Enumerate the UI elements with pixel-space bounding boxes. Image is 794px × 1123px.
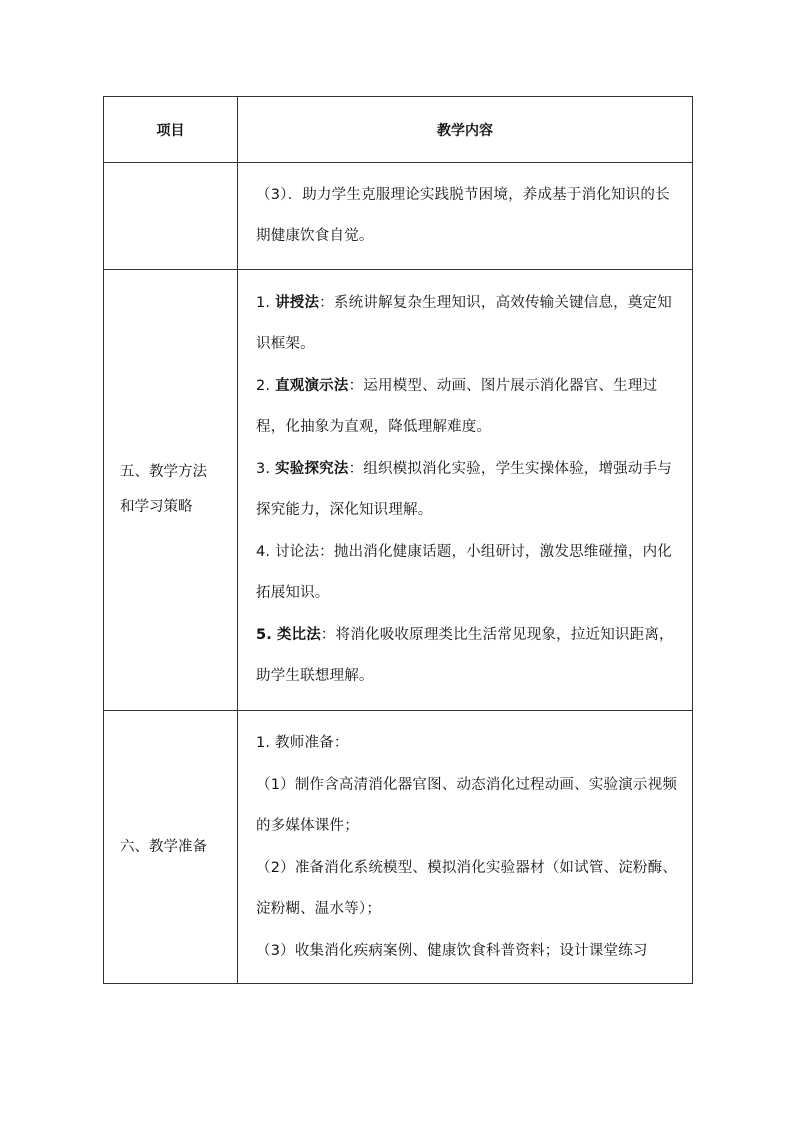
- table-header-row: [104, 97, 693, 163]
- label-line: 五、教学方法: [120, 464, 207, 480]
- method-separator: ：: [320, 627, 336, 643]
- method-item: [256, 366, 678, 448]
- table-row: [104, 163, 693, 270]
- method-name: 讲授法: [275, 295, 320, 311]
- row2-label-cell: [104, 270, 238, 711]
- method-number: 1.: [256, 295, 271, 311]
- paragraph: （1）制作含高清消化器官图、动态消化过程动画、实验演示视频的多媒体课件；: [256, 776, 678, 834]
- table-row: [104, 711, 693, 984]
- method-item: [256, 615, 678, 697]
- paragraph: （3）收集消化疾病案例、健康饮食科普资料；设计课堂练习: [256, 942, 648, 959]
- row1-content-cell: [238, 163, 693, 270]
- method-name: 讨论法: [275, 544, 320, 560]
- method-number: 2.: [256, 378, 271, 394]
- method-separator: ：: [319, 544, 334, 560]
- row1-label-cell: [104, 163, 238, 270]
- method-text: 组织模拟消化实验，学生实操体验，增强动手与探究能力，深化知识理解。: [256, 461, 672, 518]
- paragraph: 1. 教师准备：: [256, 734, 349, 751]
- table-row: [104, 270, 693, 711]
- method-name: 类比法: [276, 627, 321, 643]
- header-item-cell: 项目: [104, 97, 238, 163]
- method-separator: ：: [348, 378, 364, 394]
- method-number: 3.: [256, 461, 271, 477]
- methods-cell: [238, 270, 693, 711]
- label-line: 和学习策略: [120, 499, 193, 515]
- method-separator: ：: [319, 295, 334, 311]
- method-number: 5.: [256, 627, 272, 643]
- paragraph: （3）．助力学生克服理论实践脱节困境，养成基于消化知识的长期健康饮食自觉。: [256, 187, 670, 244]
- method-separator: ：: [348, 461, 364, 477]
- method-item: [256, 532, 678, 614]
- method-text: 运用模型、动画、图片展示消化器官、生理过程，化抽象为直观，降低理解难度。: [256, 378, 658, 435]
- method-item: [256, 449, 678, 531]
- method-text: 抛出消化健康话题，小组研讨，激发思维碰撞，内化拓展知识。: [256, 544, 672, 601]
- header-content-cell: 教学内容: [238, 97, 693, 163]
- method-number: 4.: [256, 544, 271, 560]
- method-item: [256, 283, 678, 365]
- method-name: 直观演示法: [275, 378, 349, 394]
- content-table: [103, 96, 693, 984]
- method-text: 系统讲解复杂生理知识，高效传输关键信息，奠定知识框架。: [256, 295, 672, 352]
- row3-label-cell: 六、教学准备: [104, 711, 238, 984]
- paragraph: （2）准备消化系统模型、模拟消化实验器材（如试管、淀粉酶、淀粉糊、温水等）；: [256, 859, 678, 917]
- method-text: 将消化吸收原理类比生活常见现象，拉近知识距离，助学生联想理解。: [256, 627, 674, 684]
- method-name: 实验探究法: [275, 461, 349, 477]
- preparation-cell: [238, 711, 693, 984]
